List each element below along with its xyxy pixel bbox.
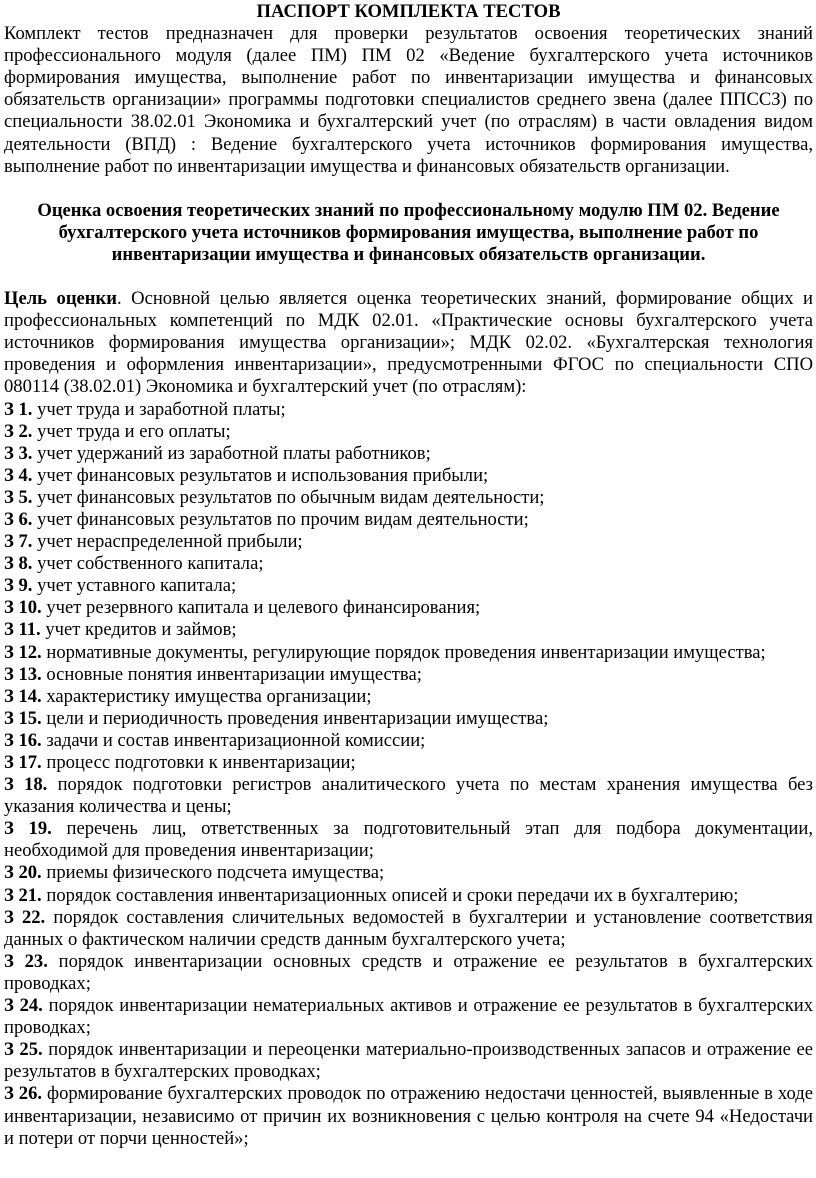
intro-paragraph: Комплект тестов предназначен для проверки результатов освоения теоретических знаний профессионального модуля (далее ПМ) ПМ 02 «Ведение бухгалтерского учета источников формирования имущества, выполнение работ по инвентаризации имущества и финансовых обязательств организации» программы подготовки специалистов среднего звена (далее ППССЗ) по специальности 38.02.01 Экономика и бухгалтерский учет (по отраслям) в части овладения видом деятельности (ВПД) : Ведение бухгалтерского учета источников формирования имущества, выполнение работ по инвентаризации имущества и финансовых обязательств организации. — [4, 23, 813, 177]
item-code: З 16. — [4, 729, 42, 751]
list-item — [4, 951, 813, 995]
list-item — [4, 487, 813, 509]
goal-label: Цель оценки — [4, 288, 117, 310]
item-code: З 8. — [4, 553, 33, 575]
item-text: учет финансовых результатов по прочим видам деятельности; — [32, 508, 529, 530]
item-text: приемы физического подсчета имущества; — [41, 862, 385, 884]
list-item — [4, 774, 813, 818]
list-item — [4, 509, 813, 531]
item-text: задачи и состав инвентаризационной комиссии; — [41, 729, 426, 751]
list-item — [4, 553, 813, 575]
item-code: З 26. — [4, 1083, 43, 1105]
knowledge-list — [4, 399, 813, 1150]
item-text: порядок составления сличительных ведомостей в бухгалтерии и установление соответствия данных о фактическом наличии средств данным бухгалтерского учета; — [4, 906, 813, 950]
item-code: З 22. — [4, 906, 46, 928]
item-text: учет резервного капитала и целевого финансирования; — [41, 597, 481, 619]
list-item — [4, 885, 813, 907]
item-code: З 25. — [4, 1039, 43, 1061]
list-item — [4, 995, 813, 1039]
item-text: порядок подготовки регистров аналитического учета по местам хранения имущества без указания количества и цены; — [4, 774, 813, 818]
list-item — [4, 1039, 813, 1083]
item-code: З 23. — [4, 950, 48, 972]
item-text: учет труда и заработной платы; — [32, 398, 286, 420]
list-item — [4, 443, 813, 465]
spacer — [4, 266, 813, 288]
item-code: З 11. — [4, 619, 41, 641]
list-item — [4, 465, 813, 487]
item-code: З 9. — [4, 575, 33, 597]
spacer — [4, 178, 813, 200]
item-text: цели и периодичность проведения инвентаризации имущества; — [41, 707, 549, 729]
list-item — [4, 708, 813, 730]
item-text: учет собственного капитала; — [32, 553, 264, 575]
item-text: процесс подготовки к инвентаризации; — [41, 752, 356, 773]
item-code: З 15. — [4, 707, 42, 729]
item-text: нормативные документы, регулирующие порядок проведения инвентаризации имущества; — [41, 641, 766, 663]
list-item — [4, 818, 813, 862]
list-item — [4, 752, 813, 774]
item-code: З 12. — [4, 641, 42, 663]
item-code: З 17. — [4, 752, 42, 773]
list-item — [4, 399, 813, 421]
list-item — [4, 421, 813, 443]
item-text: характеристику имущества организации; — [41, 685, 372, 707]
list-item — [4, 664, 813, 686]
list-item — [4, 575, 813, 597]
list-item — [4, 862, 813, 884]
item-code: З 21. — [4, 884, 42, 906]
item-code: З 18. — [4, 774, 48, 796]
list-item — [4, 686, 813, 708]
item-text: учет финансовых результатов и использования прибыли; — [32, 464, 489, 486]
item-code: З 4. — [4, 464, 33, 486]
goal-paragraph — [4, 288, 813, 398]
item-text: формирование бухгалтерских проводок по отражению недостачи ценностей, выявленные в ходе инвентаризации, независимо от причин их возникновения с целью контроля на счете 94 «Недостачи и потери от порчи ценностей»; — [4, 1083, 813, 1149]
item-code: З 20. — [4, 862, 42, 884]
item-text: учет нераспределенной прибыли; — [32, 531, 303, 553]
item-code: З 14. — [4, 685, 42, 707]
item-text: учет уставного капитала; — [32, 575, 237, 597]
item-code: З 13. — [4, 663, 42, 685]
item-text: порядок инвентаризации нематериальных активов и отражение ее результатов в бухгалтерских проводках; — [4, 995, 813, 1039]
item-text: учет труда и его оплаты; — [32, 420, 231, 442]
item-code: З 24. — [4, 995, 43, 1017]
item-text: порядок составления инвентаризационных описей и сроки передачи их в бухгалтерию; — [41, 884, 739, 906]
list-item — [4, 597, 813, 619]
item-text: порядок инвентаризации основных средств и отражение ее результатов в бухгалтерских проводках; — [4, 950, 813, 994]
item-code: З 2. — [4, 420, 33, 442]
item-code: З 5. — [4, 486, 33, 508]
list-item — [4, 907, 813, 951]
item-text: учет удержаний из заработной платы работников; — [32, 442, 431, 464]
list-item — [4, 531, 813, 553]
item-text: порядок инвентаризации и переоценки материально-производственных запасов и отражение ее результатов в бухгалтерских проводках; — [4, 1039, 813, 1083]
item-text: учет кредитов и займов; — [40, 619, 237, 641]
item-code: З 19. — [4, 818, 52, 840]
item-code: З 1. — [4, 398, 33, 420]
list-item — [4, 730, 813, 752]
item-text: перечень лиц, ответственных за подготовительный этап для подбора документации, необходимой для проведения инвентаризации; — [4, 818, 813, 862]
list-item — [4, 642, 813, 664]
section-heading: Оценка освоения теоретических знаний по профессиональному модулю ПМ 02. Ведение бухгалтерского учета источников формирования имущества, выполнение работ по инвентаризации имущества и финансовых обязательств организации. — [37, 199, 780, 265]
document-title: ПАСПОРТ КОМПЛЕКТА ТЕСТОВ — [256, 1, 561, 22]
item-code: З 6. — [4, 508, 33, 530]
list-item — [4, 1083, 813, 1149]
item-code: З 3. — [4, 442, 33, 464]
goal-text: . Основной целью является оценка теоретических знаний, формирование общих и профессиональных компетенций по МДК 02.01. «Практические основы бухгалтерского учета источников формирования имущества организации»; МДК 02.02. «Бухгалтерская технология проведения и оформления инвентаризации», предусмотренными ФГОС по специальности СПО 080114 (38.02.01) Экономика и бухгалтерский учет (по отраслям): — [4, 288, 813, 398]
item-code: З 10. — [4, 597, 42, 619]
item-text: учет финансовых результатов по обычным видам деятельности; — [32, 486, 545, 508]
item-text: основные понятия инвентаризации имущества; — [41, 663, 422, 685]
item-code: З 7. — [4, 531, 33, 553]
list-item — [4, 619, 813, 641]
